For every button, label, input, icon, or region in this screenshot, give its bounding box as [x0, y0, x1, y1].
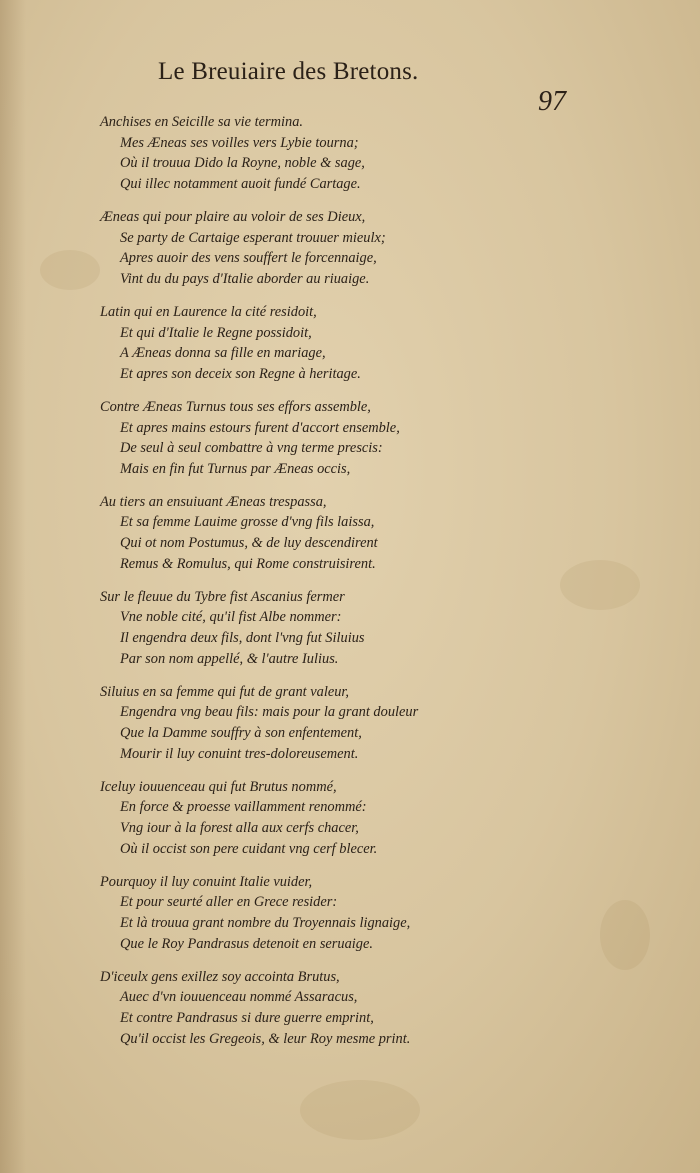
stanza — [100, 207, 470, 289]
verse-line: Qui illec notamment auoit fundé Cartage. — [120, 175, 361, 192]
verse-line: Vint du du pays d'Italie aborder au riuaige. — [120, 270, 370, 287]
poem-body — [100, 112, 470, 1062]
verse-line: Remus & Romulus, qui Rome construisirent. — [120, 555, 376, 572]
verse-line: Et sa femme Lauime grosse d'vng fils laissa, — [120, 514, 375, 531]
stanza — [100, 492, 470, 574]
verse-line: Mes Æneas ses voilles vers Lybie tourna; — [120, 134, 359, 151]
paper-stain — [40, 250, 100, 290]
verse-line: Contre Æneas Turnus tous ses effors assemble, — [100, 398, 371, 415]
page-gutter-shadow — [0, 0, 26, 1173]
verse-line: Se party de Cartaige esperant trouuer mieulx; — [120, 229, 386, 246]
verse-line: Et contre Pandrasus si dure guerre emprint, — [120, 1009, 374, 1026]
verse-line: Vng iour à la forest alla aux cerfs chacer, — [120, 819, 359, 836]
verse-line: Latin qui en Laurence la cité residoit, — [100, 303, 317, 320]
running-title: Le Breuiaire des Bretons. — [158, 58, 419, 85]
stanza — [100, 397, 470, 479]
verse-line: En force & proesse vaillamment renommé: — [120, 799, 367, 816]
verse-line: Apres auoir des vens souffert le forcennaige, — [120, 250, 377, 267]
page-number: 97 — [538, 86, 566, 117]
verse-line: Où il occist son pere cuidant vng cerf blecer. — [120, 840, 378, 857]
stanza — [100, 587, 470, 669]
verse-line: Et apres mains estours furent d'accort ensemble, — [120, 419, 400, 436]
verse-line: Que le Roy Pandrasus detenoit en seruaige. — [120, 935, 373, 952]
verse-line: Qui ot nom Postumus, & de luy descendirent — [120, 535, 378, 552]
stanza — [100, 302, 470, 384]
verse-line: Iceluy iouuenceau qui fut Brutus nommé, — [100, 778, 337, 795]
stanza — [100, 112, 470, 194]
verse-line: D'iceulx gens exillez soy accointa Brutus, — [100, 968, 340, 985]
verse-line: De seul à seul combattre à vng terme prescis: — [120, 440, 383, 457]
verse-line: Æneas qui pour plaire au voloir de ses Dieux, — [100, 208, 366, 225]
verse-line: Et pour seurté aller en Grece resider: — [120, 894, 338, 911]
verse-line: Au tiers an ensuiuant Æneas trespassa, — [100, 493, 327, 510]
paper-stain — [300, 1080, 420, 1140]
stanza — [100, 777, 470, 859]
verse-line: Siluius en sa femme qui fut de grant valeur, — [100, 683, 350, 700]
verse-line: Et qui d'Italie le Regne possidoit, — [120, 324, 312, 341]
verse-line: A Æneas donna sa fille en mariage, — [120, 345, 326, 362]
paper-stain — [560, 560, 640, 610]
verse-line: Mourir il luy conuint tres-doloreusement. — [120, 745, 359, 762]
verse-line: Engendra vng beau fils: mais pour la grant douleur — [120, 704, 419, 721]
verse-line: Et apres son deceix son Regne à heritage. — [120, 365, 361, 382]
verse-line: Vne noble cité, qu'il fist Albe nommer: — [120, 609, 342, 626]
verse-line: Auec d'vn iouuenceau nommé Assaracus, — [120, 989, 358, 1006]
stanza — [100, 682, 470, 764]
verse-line: Anchises en Seicille sa vie termina. — [100, 114, 304, 130]
verse-line: Et là trouua grant nombre du Troyennais lignaige, — [120, 914, 411, 931]
verse-line: Pourquoy il luy conuint Italie vuider, — [100, 873, 313, 890]
stanza — [100, 967, 470, 1049]
verse-line: Qu'il occist les Gregeois, & leur Roy mesme print. — [120, 1030, 411, 1047]
verse-line: Par son nom appellé, & l'autre Iulius. — [120, 650, 339, 667]
stanza — [100, 872, 470, 954]
verse-line: Mais en fin fut Turnus par Æneas occis, — [120, 460, 351, 477]
verse-line: Sur le fleuue du Tybre fist Ascanius fermer — [100, 588, 345, 605]
verse-line: Que la Damme souffry à son enfentement, — [120, 725, 362, 741]
verse-line: Il engendra deux fils, dont l'vng fut Siluius — [120, 630, 365, 647]
paper-stain — [600, 900, 650, 970]
verse-line: Où il trouua Dido la Royne, noble & sage, — [120, 155, 365, 172]
